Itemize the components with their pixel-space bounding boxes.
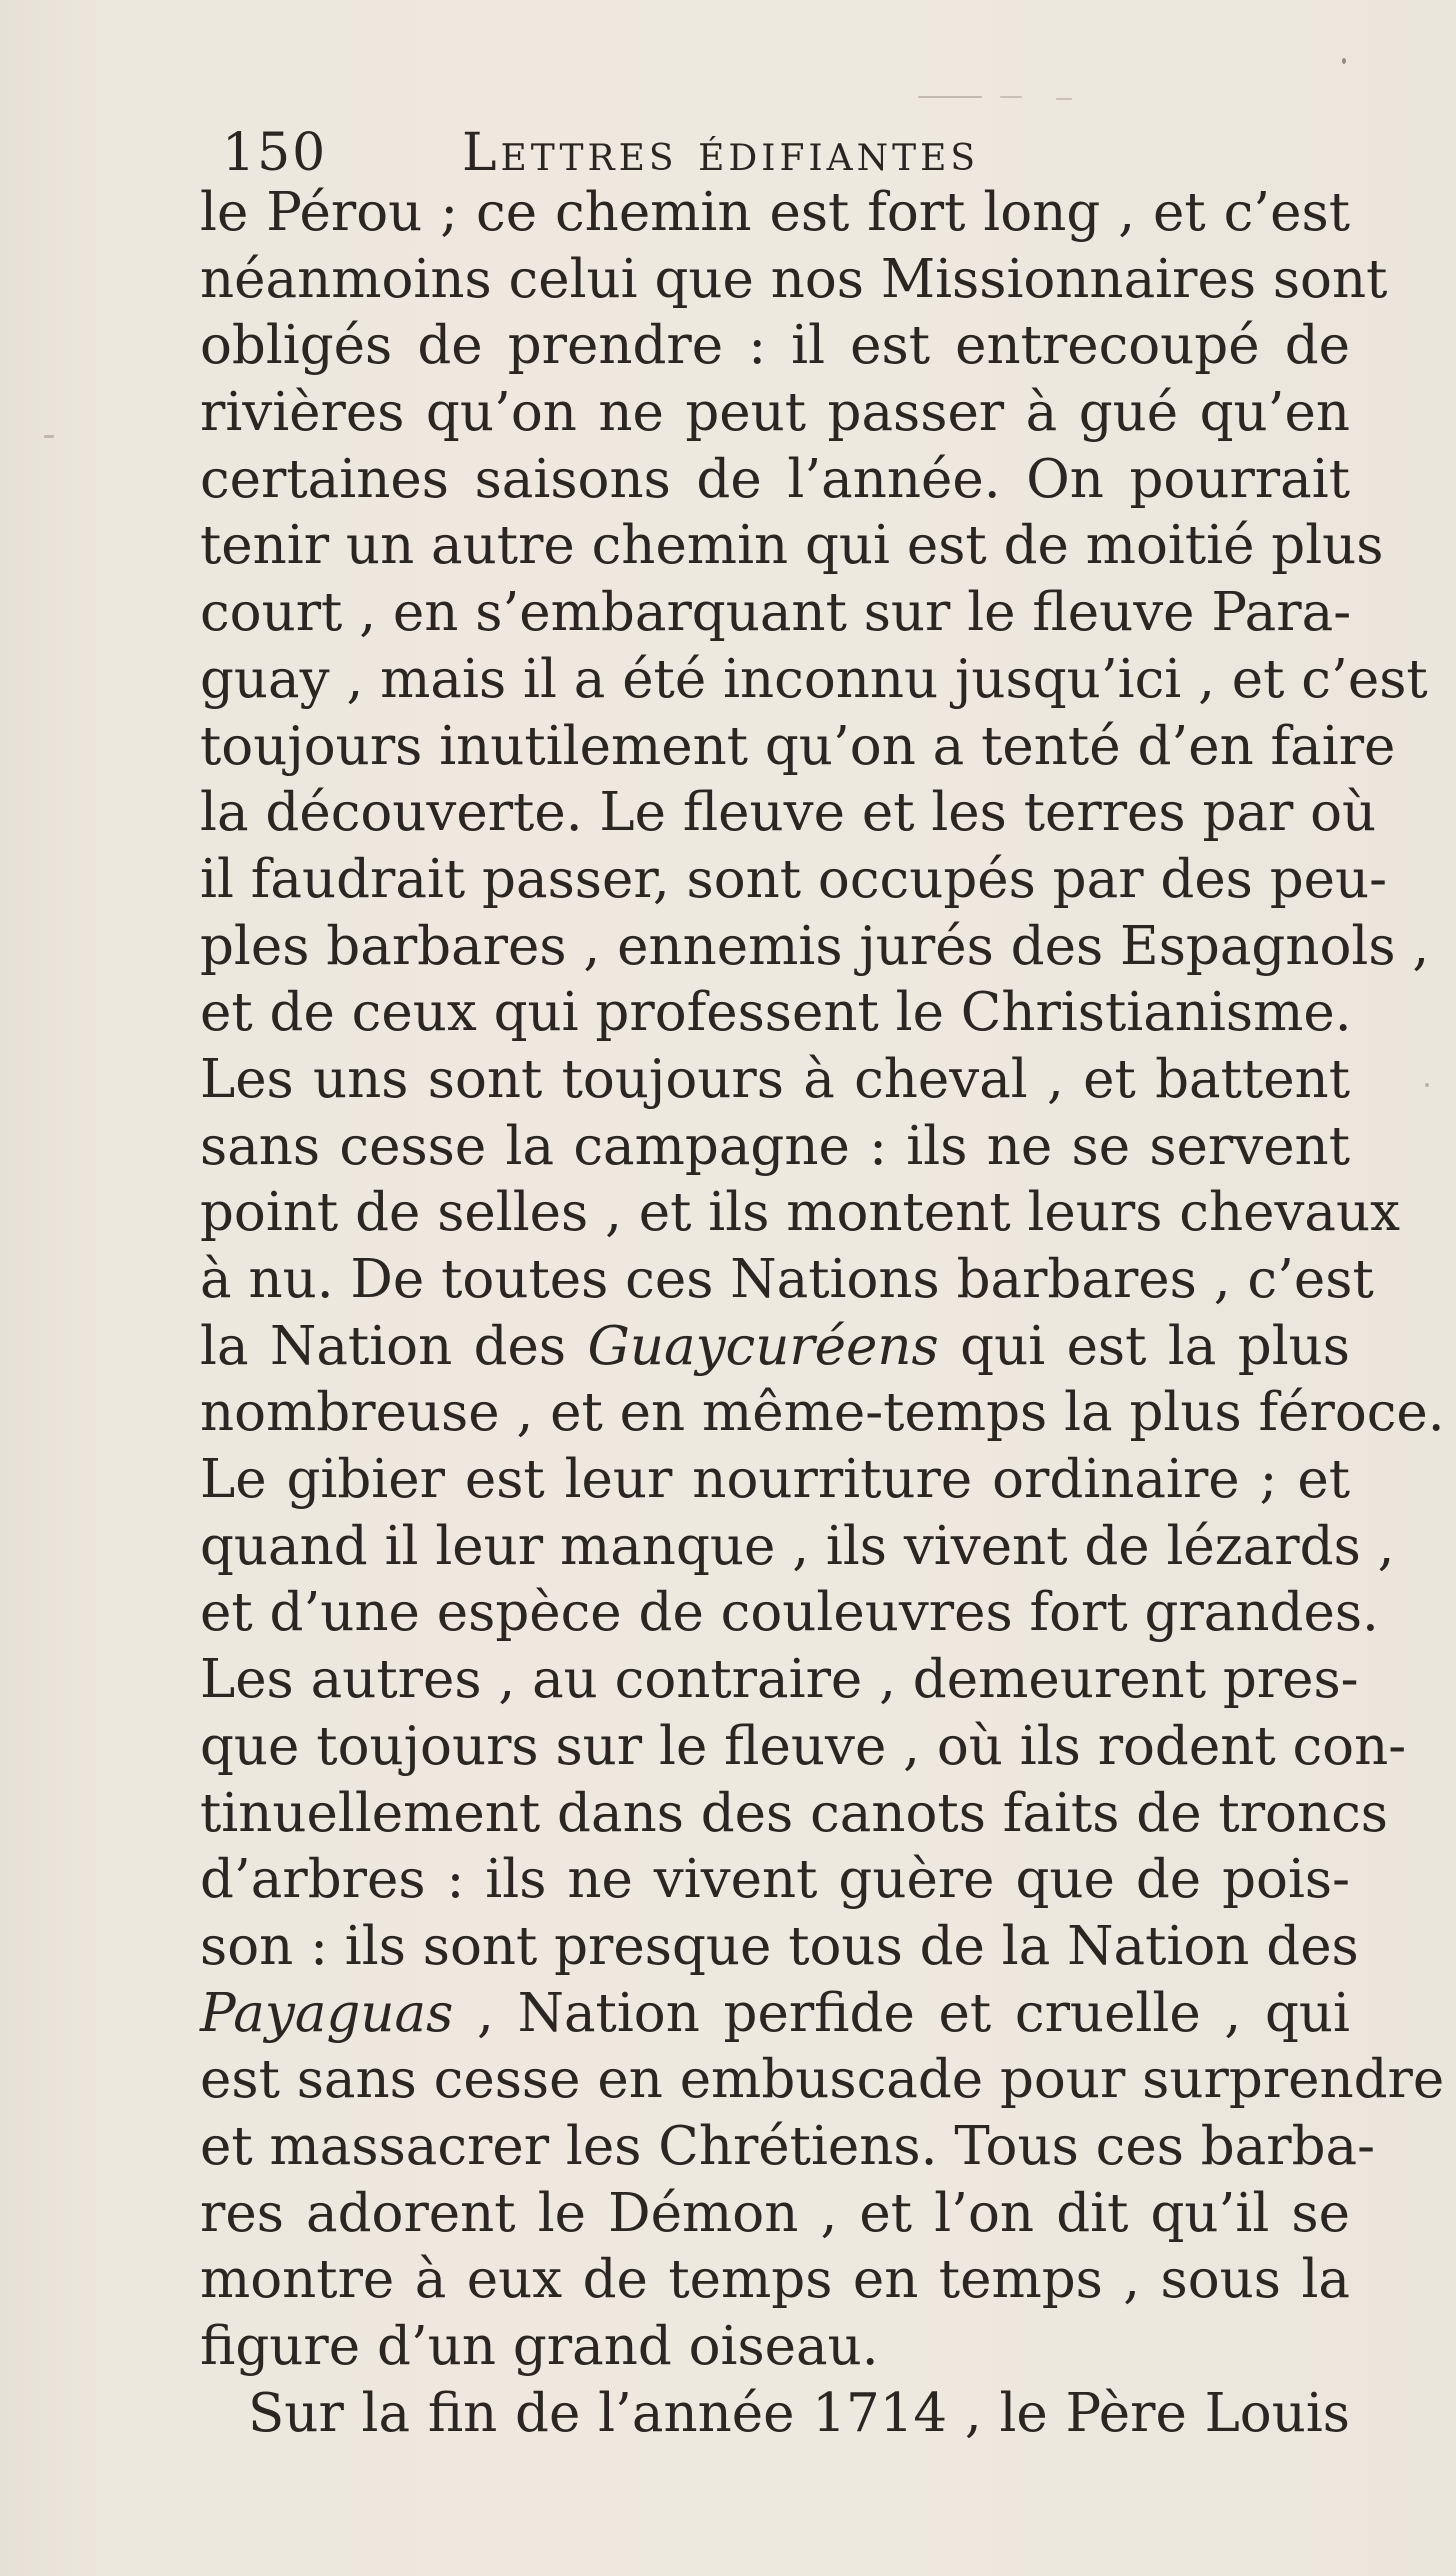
text-line: montre à eux de temps en temps , sous la xyxy=(200,2249,1350,2311)
text-line: nombreuse , et en même-temps la plus féroce. xyxy=(200,1382,1445,1444)
running-title: Lettres édifiantes xyxy=(462,123,980,183)
paper-speck xyxy=(44,435,54,438)
text-line: tenir un autre chemin qui est de moitié plus xyxy=(200,515,1384,577)
text-line: quand il leur manque , ils vivent de lézards , xyxy=(200,1515,1395,1577)
text-run: , Nation perfide et cruelle , qui xyxy=(453,1982,1350,2044)
text-line: que toujours sur le fleuve , où ils rodent con- xyxy=(200,1715,1407,1777)
paper-speck xyxy=(1425,1083,1429,1087)
text-line: point de selles , et ils montent leurs chevaux xyxy=(200,1182,1401,1244)
text-line: son : ils sont presque tous de la Nation des xyxy=(200,1915,1359,1977)
paper-speck xyxy=(1342,58,1346,64)
text-line: néanmoins celui que nos Missionnaires sont xyxy=(200,248,1388,310)
text-line: et de ceux qui professent le Christianisme. xyxy=(200,982,1352,1044)
text-line: Les autres , au contraire , demeurent pres- xyxy=(200,1649,1359,1711)
text-line: rivières qu’on ne peut passer à gué qu’en xyxy=(200,382,1350,444)
text-line: court , en s’embarquant sur le fleuve Para- xyxy=(200,582,1352,644)
text-line: la découverte. Le fleuve et les terres par où xyxy=(200,782,1377,844)
text-line: le Pérou ; ce chemin est fort long , et c’est xyxy=(200,182,1350,243)
text-run: la Nation des xyxy=(200,1315,588,1377)
text-line: et d’une espèce de couleuvres fort grandes. xyxy=(200,1582,1379,1644)
text-line: certaines saisons de l’année. On pourrait xyxy=(200,448,1350,510)
text-line: est sans cesse en embuscade pour surprendre xyxy=(200,2049,1445,2111)
text-line: ples barbares , ennemis jurés des Espagnols , xyxy=(200,915,1430,977)
text-line: sans cesse la campagne : ils ne se servent xyxy=(200,1115,1350,1177)
nation-name-italic: Guaycuréens xyxy=(587,1315,939,1377)
page-header xyxy=(222,118,1372,188)
text-line xyxy=(200,1981,1350,2048)
text-line xyxy=(200,1314,1350,1381)
page-number: 150 xyxy=(222,123,328,183)
text-line: d’arbres : ils ne vivent guère que de pois- xyxy=(200,1849,1350,1911)
text-line: Sur la fin de l’année 1714 , le Père Louis xyxy=(248,2382,1350,2444)
text-run: qui est la plus xyxy=(938,1315,1350,1377)
text-line: tinuellement dans des canots faits de troncs xyxy=(200,1782,1388,1844)
paper-speck xyxy=(1056,98,1072,100)
nation-name-italic: Payaguas xyxy=(200,1982,454,2044)
text-line: Les uns sont toujours à cheval , et battent xyxy=(200,1048,1350,1110)
text-line: il faudrait passer, sont occupés par des peu- xyxy=(200,848,1388,910)
text-line: res adorent le Démon , et l’on dit qu’il se xyxy=(200,2182,1350,2244)
body-text xyxy=(200,180,1445,2447)
text-line: obligés de prendre : il est entrecoupé de xyxy=(200,315,1350,377)
text-line: toujours inutilement qu’on a tenté d’en faire xyxy=(200,715,1396,777)
paper-speck xyxy=(918,96,982,98)
text-line: Le gibier est leur nourriture ordinaire ; et xyxy=(200,1449,1350,1511)
text-line: et massacrer les Chrétiens. Tous ces barba- xyxy=(200,2115,1376,2177)
text-line: à nu. De toutes ces Nations barbares , c’est xyxy=(200,1249,1374,1310)
text-line: figure d’un grand oiseau. xyxy=(200,2316,879,2377)
paper-speck xyxy=(1000,96,1022,98)
text-line: guay , mais il a été inconnu jusqu’ici , et c’est xyxy=(200,648,1428,710)
